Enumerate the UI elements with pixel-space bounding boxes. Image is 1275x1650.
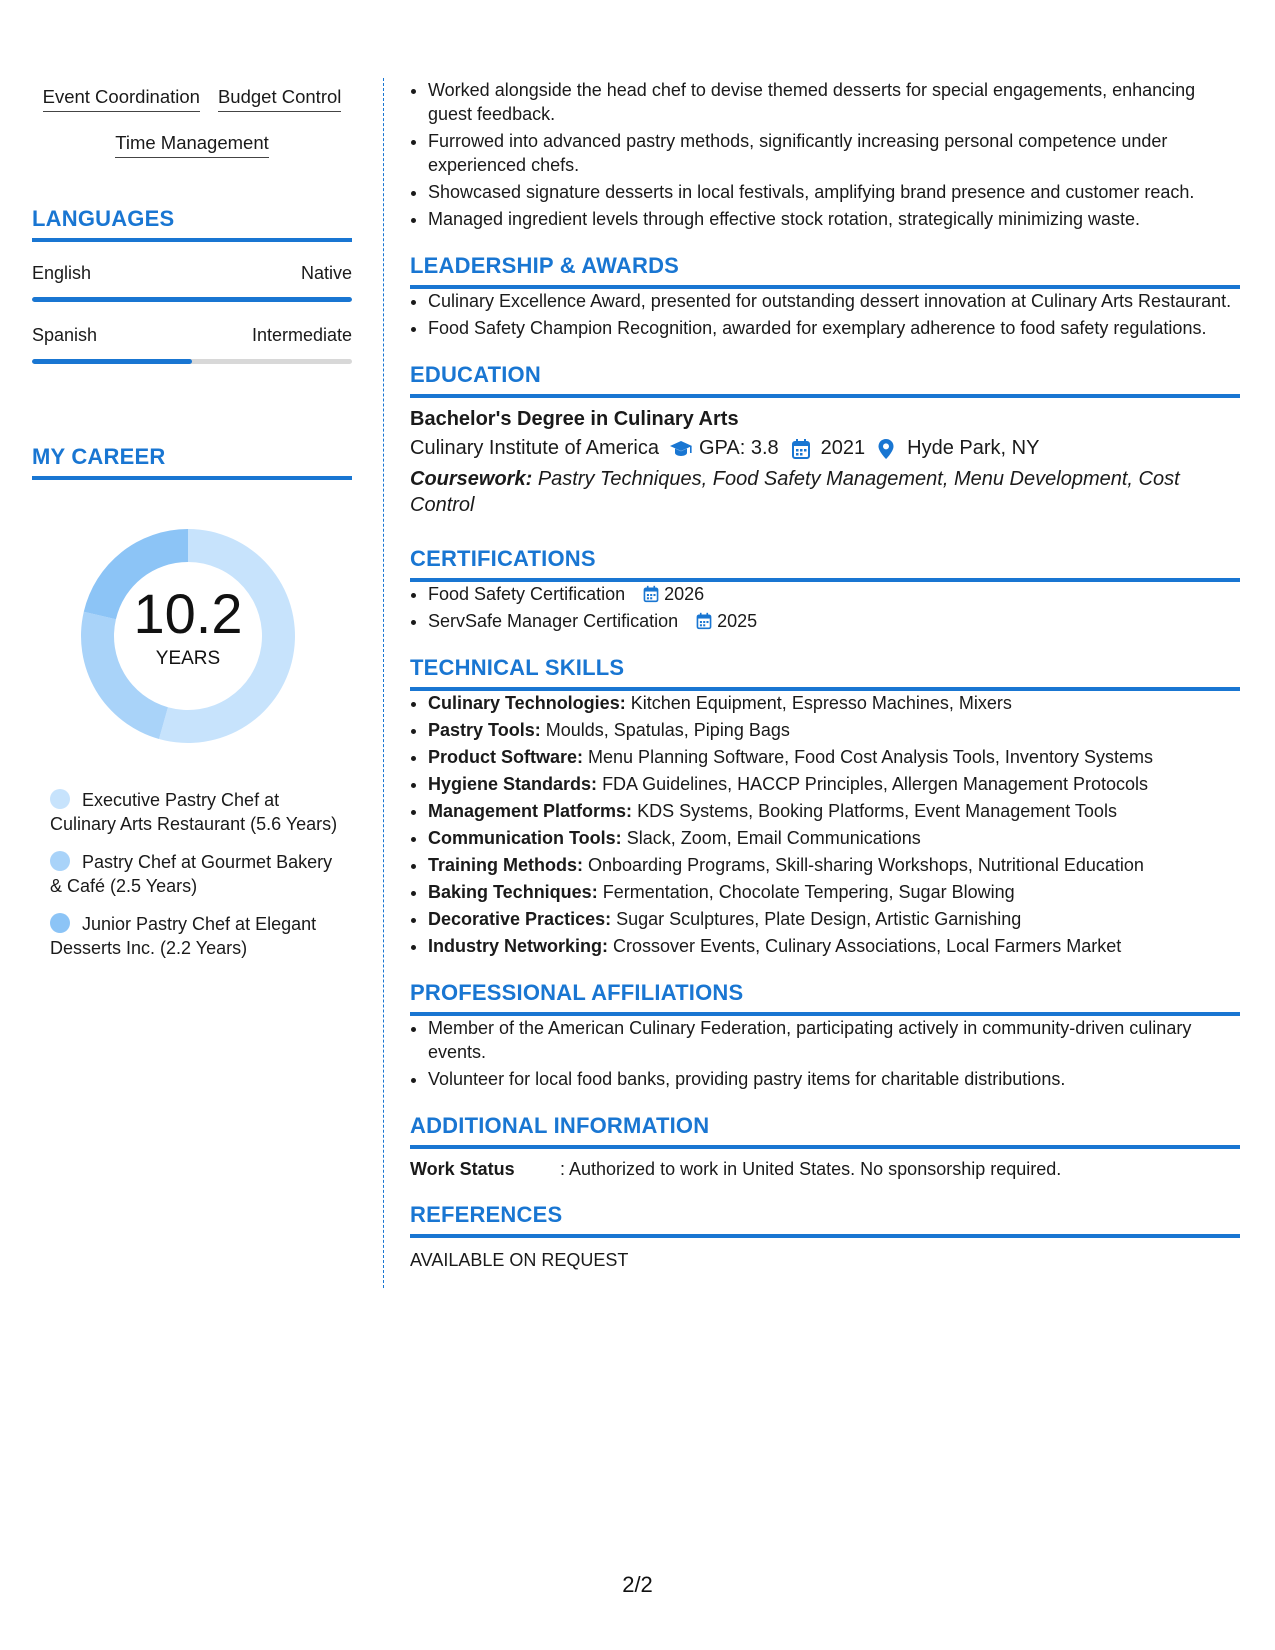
technical-skills-heading: TECHNICAL SKILLS bbox=[410, 655, 1240, 691]
skill-value: KDS Systems, Booking Platforms, Event Management Tools bbox=[637, 801, 1117, 821]
certification-item bbox=[428, 582, 1240, 606]
education-meta bbox=[410, 437, 1240, 460]
skill-item bbox=[428, 745, 1240, 769]
skill-label: Product Software: bbox=[428, 747, 584, 767]
certification-item bbox=[428, 609, 1240, 633]
languages-heading: LANGUAGES bbox=[32, 206, 352, 242]
coursework-list: Pastry Techniques, Food Safety Management, Menu Development, Cost Control bbox=[410, 468, 1180, 516]
skill-value: Sugar Sculptures, Plate Design, Artistic Garnishing bbox=[616, 909, 1022, 929]
skill-label: Baking Techniques: bbox=[428, 882, 598, 902]
work-status-label: Work Status bbox=[410, 1159, 515, 1179]
leadership-list bbox=[410, 289, 1240, 340]
calendar-icon bbox=[695, 612, 713, 630]
coursework-label: Coursework: bbox=[410, 468, 533, 490]
language-english bbox=[32, 262, 352, 302]
leadership-heading: LEADERSHIP & AWARDS bbox=[410, 253, 1240, 289]
skill-value: FDA Guidelines, HACCP Principles, Allergen Management Protocols bbox=[602, 774, 1148, 794]
skill-value: Menu Planning Software, Food Cost Analysis Tools, Inventory Systems bbox=[588, 747, 1153, 767]
references-heading: REFERENCES bbox=[410, 1202, 1240, 1238]
language-level: Native bbox=[300, 263, 352, 283]
location-pin-icon bbox=[877, 438, 899, 460]
legend-swatch bbox=[50, 789, 70, 809]
column-divider bbox=[383, 78, 384, 1288]
school-name: Culinary Institute of America bbox=[410, 437, 659, 459]
graduation-cap-icon bbox=[669, 438, 691, 460]
language-level: Intermediate bbox=[251, 325, 352, 345]
skill-chip: Time Management bbox=[115, 128, 269, 158]
legend-swatch bbox=[50, 913, 70, 933]
affiliation-item: • Member of the American Culinary Federation, participating actively in community-driven culinary events. bbox=[428, 1016, 1240, 1064]
education-heading: EDUCATION bbox=[410, 362, 1240, 398]
skill-chip: Budget Control bbox=[218, 82, 341, 112]
references-text: AVAILABLE ON REQUEST bbox=[410, 1250, 629, 1270]
affiliations-heading: PROFESSIONAL AFFILIATIONS bbox=[410, 980, 1240, 1016]
career-total-unit: YEARS bbox=[155, 648, 221, 669]
skill-chips bbox=[32, 82, 352, 158]
skill-chip: Event Coordination bbox=[43, 82, 200, 112]
skill-item bbox=[428, 691, 1240, 715]
language-spanish bbox=[32, 324, 352, 364]
skill-item bbox=[428, 826, 1240, 850]
skill-value: Slack, Zoom, Email Communications bbox=[626, 828, 921, 848]
page-number: 2/2 bbox=[622, 1572, 653, 1597]
skill-label: Culinary Technologies: bbox=[428, 693, 626, 713]
skill-item bbox=[428, 718, 1240, 742]
language-name: Spanish bbox=[32, 325, 98, 345]
coursework bbox=[410, 466, 1240, 518]
work-status-row bbox=[410, 1159, 1240, 1180]
experience-bullet: • Worked alongside the head chef to devise themed desserts for special engagements, enhancing guest feedback. bbox=[428, 78, 1240, 126]
skill-label: Pastry Tools: bbox=[428, 720, 541, 740]
school-location: Hyde Park, NY bbox=[907, 437, 1040, 459]
technical-skills-list bbox=[410, 691, 1240, 958]
certification-year: 2026 bbox=[664, 584, 705, 604]
skill-item bbox=[428, 934, 1240, 958]
language-bar-fill bbox=[32, 359, 192, 364]
award-item: • Culinary Excellence Award, presented for outstanding dessert innovation at Culinary Arts Restaurant. bbox=[428, 289, 1240, 313]
language-bar bbox=[32, 359, 352, 364]
additional-info-heading: ADDITIONAL INFORMATION bbox=[410, 1113, 1240, 1149]
skill-value: Kitchen Equipment, Espresso Machines, Mixers bbox=[630, 693, 1012, 713]
career-donut-chart bbox=[68, 516, 308, 756]
skill-label: Management Platforms: bbox=[428, 801, 633, 821]
work-status-value: : Authorized to work in United States. No sponsorship required. bbox=[560, 1159, 1062, 1179]
skill-label: Communication Tools: bbox=[428, 828, 622, 848]
experience-bullets bbox=[410, 78, 1240, 231]
certifications-heading: CERTIFICATIONS bbox=[410, 546, 1240, 582]
skill-item bbox=[428, 853, 1240, 877]
legend-item bbox=[50, 850, 340, 898]
skill-value: Crossover Events, Culinary Associations, Local Farmers Market bbox=[613, 936, 1122, 956]
legend-item bbox=[50, 912, 340, 960]
certification-name: ServSafe Manager Certification bbox=[428, 611, 679, 631]
affiliation-item: • Volunteer for local food banks, providing pastry items for charitable distributions. bbox=[428, 1067, 1240, 1091]
certifications-list bbox=[410, 582, 1240, 633]
experience-bullet: • Managed ingredient levels through effective stock rotation, strategically minimizing waste. bbox=[428, 207, 1240, 231]
skill-item bbox=[428, 772, 1240, 796]
career-heading: MY CAREER bbox=[32, 444, 352, 480]
career-legend bbox=[32, 788, 340, 960]
gpa: GPA: 3.8 bbox=[699, 437, 779, 459]
calendar-icon bbox=[642, 585, 660, 603]
affiliations-list bbox=[410, 1016, 1240, 1091]
legend-label: Junior Pastry Chef at Elegant Desserts Inc. (2.2 Years) bbox=[50, 914, 317, 958]
skill-value: Onboarding Programs, Skill-sharing Workshops, Nutritional Education bbox=[588, 855, 1144, 875]
certification-name: Food Safety Certification bbox=[428, 584, 626, 604]
legend-label: Executive Pastry Chef at Culinary Arts Restaurant (5.6 Years) bbox=[50, 790, 338, 834]
graduation-year: 2021 bbox=[820, 437, 866, 459]
legend-swatch bbox=[50, 851, 70, 871]
skill-item bbox=[428, 880, 1240, 904]
skill-label: Decorative Practices: bbox=[428, 909, 612, 929]
calendar-icon bbox=[791, 438, 813, 460]
language-name: English bbox=[32, 263, 92, 283]
education-entry bbox=[410, 408, 1240, 518]
skill-value: Fermentation, Chocolate Tempering, Sugar Blowing bbox=[602, 882, 1015, 902]
certification-year: 2025 bbox=[717, 611, 758, 631]
legend-label: Pastry Chef at Gourmet Bakery & Café (2.5 Years) bbox=[50, 852, 333, 896]
career-total-years: 10.2 bbox=[133, 582, 243, 645]
experience-bullet: • Showcased signature desserts in local festivals, amplifying brand presence and customer reach. bbox=[428, 180, 1240, 204]
sidebar bbox=[32, 82, 352, 974]
skill-item bbox=[428, 799, 1240, 823]
legend-item bbox=[50, 788, 340, 836]
degree-title: Bachelor's Degree in Culinary Arts bbox=[410, 408, 739, 430]
main-column bbox=[410, 78, 1240, 1271]
skill-item bbox=[428, 907, 1240, 931]
skill-label: Hygiene Standards: bbox=[428, 774, 598, 794]
language-bar bbox=[32, 297, 352, 302]
skill-label: Training Methods: bbox=[428, 855, 583, 875]
award-item: • Food Safety Champion Recognition, awarded for exemplary adherence to food safety regulations. bbox=[428, 316, 1240, 340]
skill-value: Moulds, Spatulas, Piping Bags bbox=[545, 720, 790, 740]
skill-label: Industry Networking: bbox=[428, 936, 609, 956]
language-bar-fill bbox=[32, 297, 352, 302]
experience-bullet: • Furrowed into advanced pastry methods, significantly increasing personal competence under experienced chefs. bbox=[428, 129, 1240, 177]
